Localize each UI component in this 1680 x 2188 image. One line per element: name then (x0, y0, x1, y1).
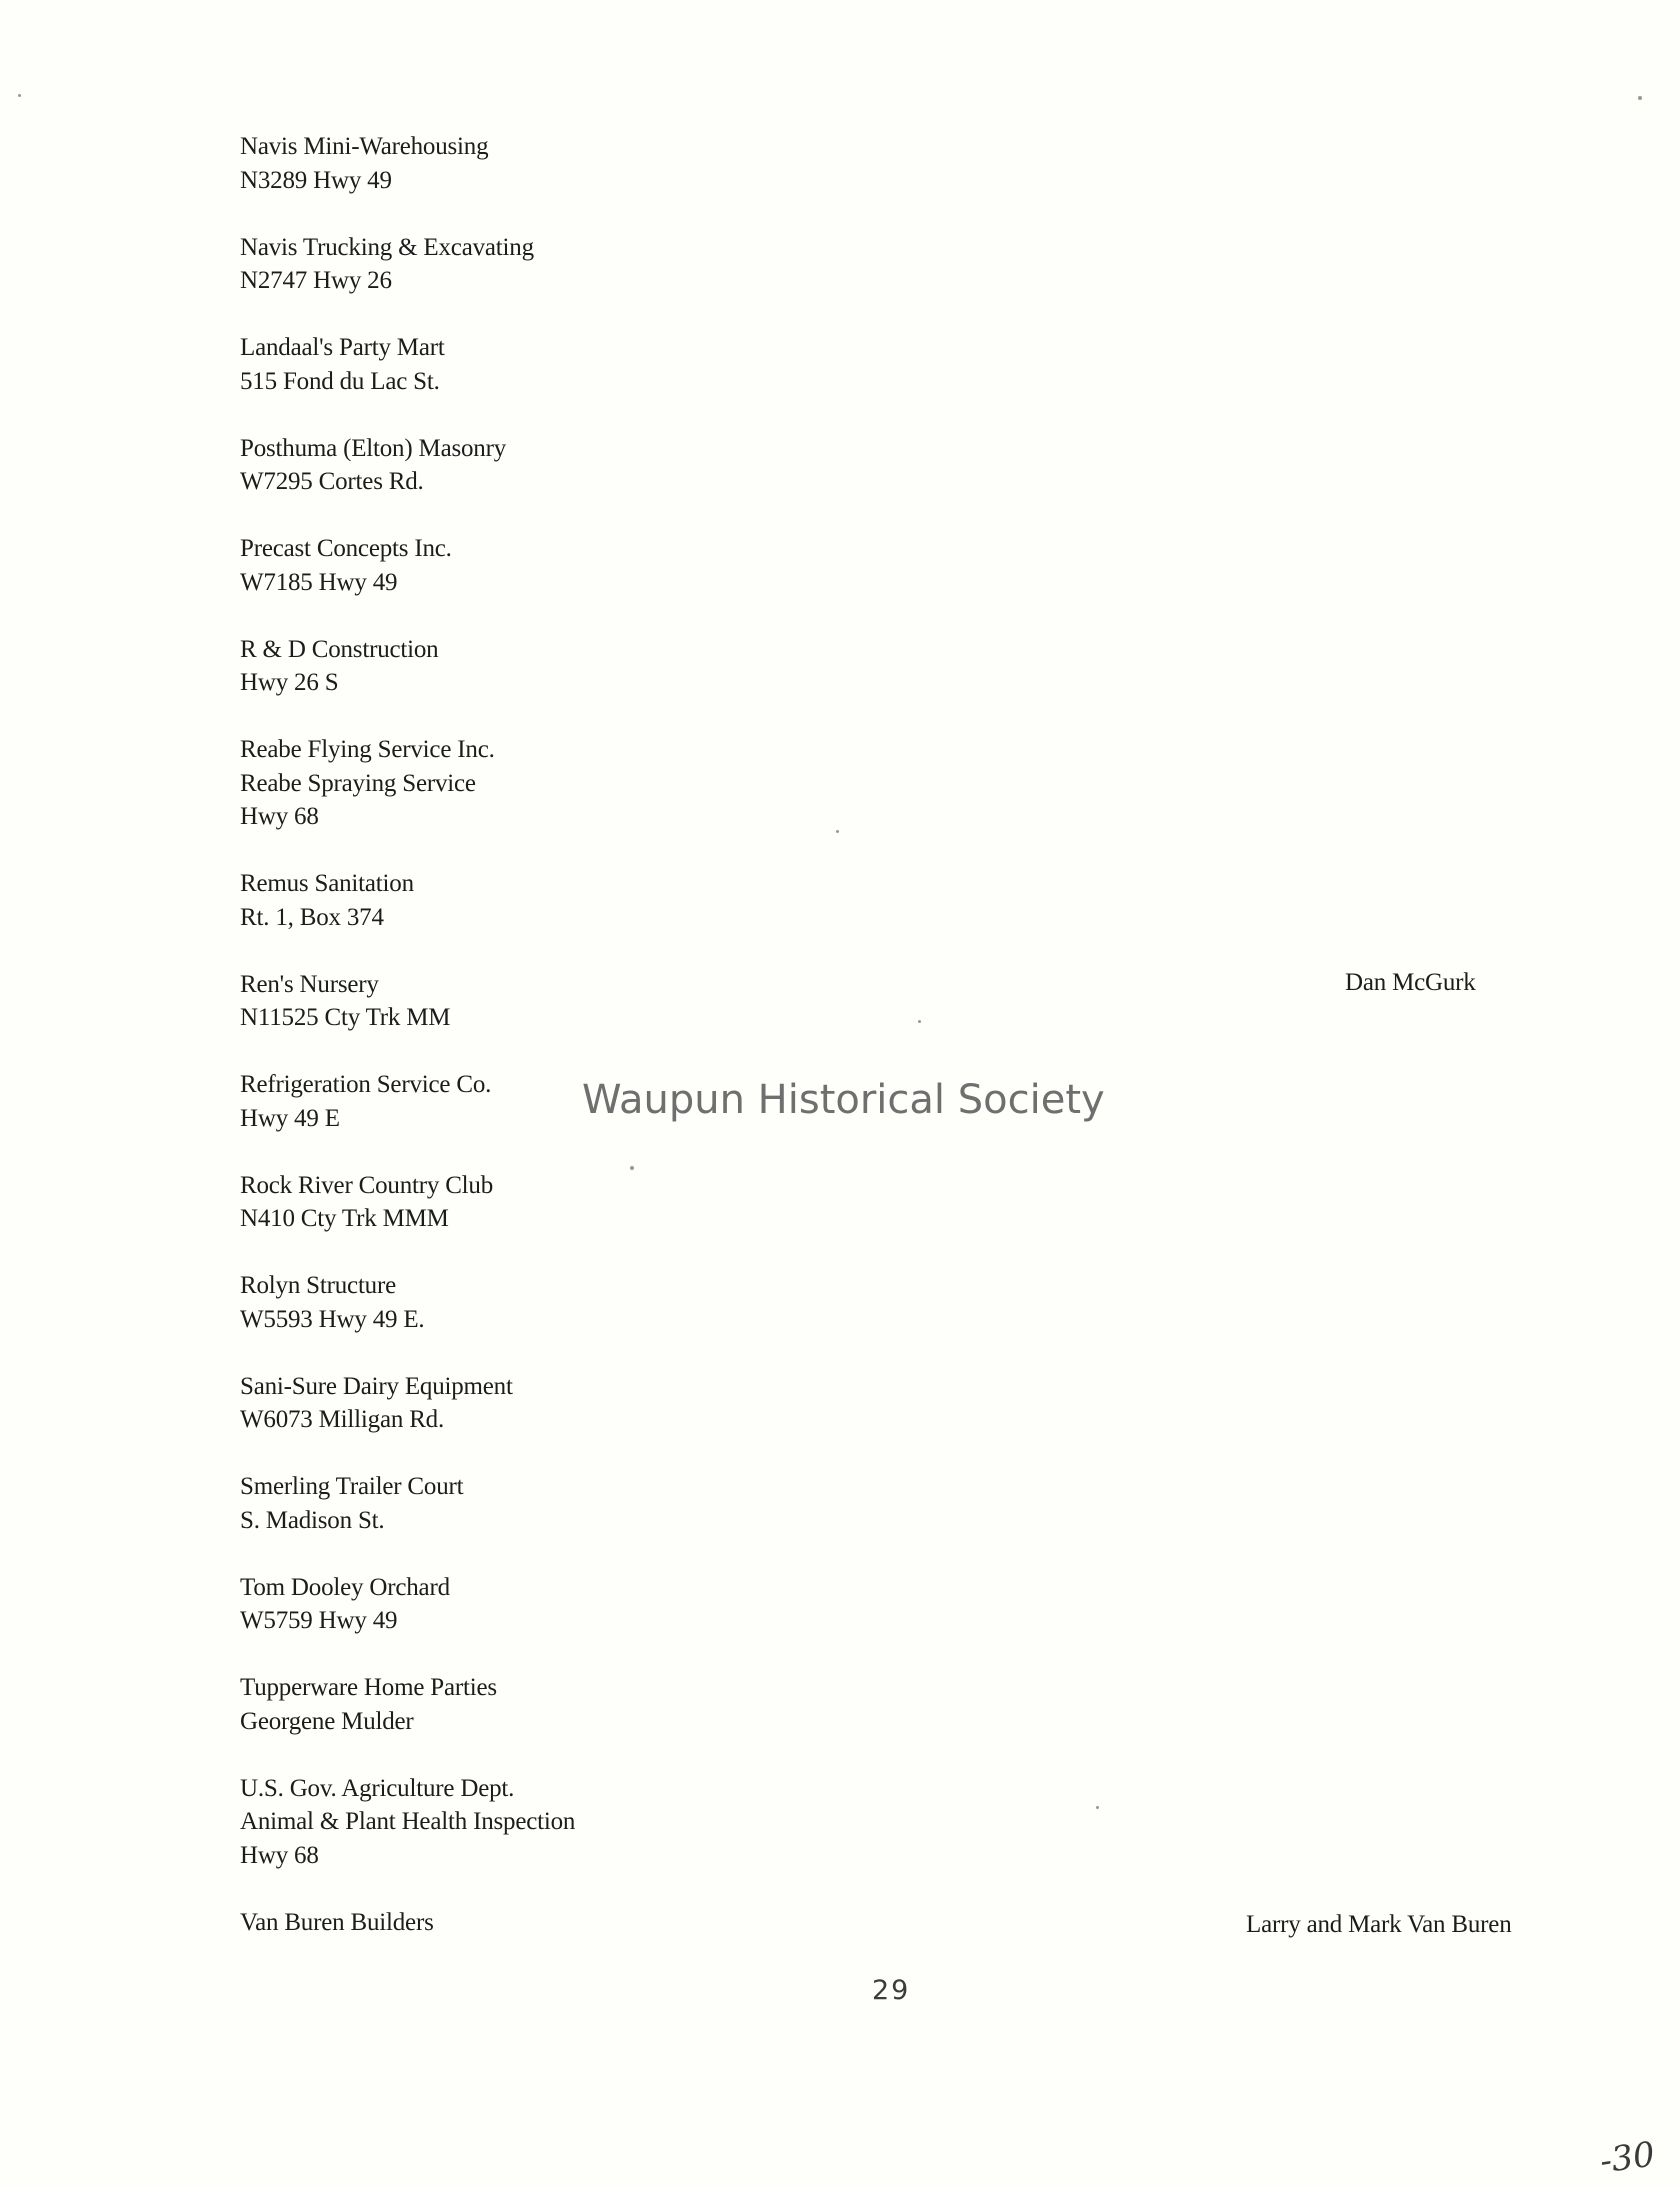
business-name: Landaal's Party Mart (240, 334, 445, 361)
business-name-secondary: Reabe Spraying Service (240, 769, 476, 797)
business-entry (240, 331, 700, 398)
business-name: Sani-Sure Dairy Equipment (240, 1372, 513, 1400)
business-entry (240, 1169, 700, 1236)
business-entry (240, 1671, 700, 1738)
scan-speck (918, 1020, 921, 1023)
watermark: Waupun Historical Society (582, 1077, 1105, 1123)
business-name: Posthuma (Elton) Masonry (240, 434, 507, 462)
business-address: W5759 Hwy 49 (240, 1607, 398, 1634)
business-entry (240, 1269, 700, 1336)
business-address: Hwy 68 (240, 803, 319, 830)
handwritten-page-mark: -30 (1597, 2134, 1658, 2182)
business-entry (240, 1571, 700, 1638)
business-name: Refrigeration Service Co. (240, 1071, 492, 1098)
scan-speck (1096, 1806, 1099, 1809)
business-name: Navis Trucking & Excavating (240, 233, 534, 261)
business-name: Tupperware Home Parties (240, 1674, 497, 1701)
business-address: N410 Cty Trk MMM (240, 1205, 449, 1232)
business-name: Navis Mini-Warehousing (240, 133, 489, 160)
business-entry (240, 733, 700, 834)
business-address: N11525 Cty Trk MM (240, 1004, 451, 1031)
business-name: Rolyn Structure (240, 1272, 397, 1299)
business-address: Hwy 49 E (240, 1104, 340, 1132)
business-name: Rock River Country Club (240, 1171, 494, 1199)
business-entry (240, 1470, 700, 1537)
business-listing (240, 130, 700, 1973)
business-address: Hwy 26 S (240, 669, 339, 696)
business-contact: Georgene Mulder (240, 1707, 414, 1735)
business-address: N2747 Hwy 26 (240, 267, 392, 294)
business-entry (240, 432, 700, 499)
business-name: Smerling Trailer Court (240, 1473, 464, 1500)
business-address: W5593 Hwy 49 E. (240, 1305, 425, 1333)
business-entry (240, 130, 700, 197)
business-address: W6073 Milligan Rd. (240, 1406, 445, 1433)
business-address: Hwy 68 (240, 1841, 319, 1869)
scan-speck (1638, 96, 1642, 100)
contact-name-dan-mcgurk: Dan McGurk (1345, 969, 1476, 996)
business-entry (240, 1370, 700, 1437)
business-address: W7295 Cortes Rd. (240, 468, 424, 495)
business-address: S. Madison St. (240, 1506, 385, 1534)
business-name-secondary: Animal & Plant Health Inspection (240, 1808, 576, 1835)
business-address: Rt. 1, Box 374 (240, 903, 384, 931)
business-entry (240, 1772, 700, 1873)
business-name: Reabe Flying Service Inc. (240, 736, 495, 763)
business-entry (240, 968, 700, 1035)
page-number: 29 (872, 1975, 911, 2006)
business-entry (240, 532, 700, 599)
business-entry (240, 1906, 700, 1940)
business-name: Tom Dooley Orchard (240, 1573, 450, 1601)
contact-name-van-buren: Larry and Mark Van Buren (1246, 1911, 1512, 1938)
business-name: Ren's Nursery (240, 970, 379, 998)
business-name: Remus Sanitation (240, 870, 414, 897)
business-name: R & D Construction (240, 635, 439, 663)
business-address: N3289 Hwy 49 (240, 166, 392, 194)
business-address: 515 Fond du Lac St. (240, 367, 440, 395)
scan-speck (18, 94, 21, 97)
business-address: W7185 Hwy 49 (240, 568, 398, 596)
business-entry (240, 867, 700, 934)
scan-speck (836, 830, 839, 833)
business-name: Van Buren Builders (240, 1908, 434, 1936)
business-name: Precast Concepts Inc. (240, 535, 452, 562)
business-entry (240, 633, 700, 700)
business-name: U.S. Gov. Agriculture Dept. (240, 1774, 515, 1802)
scan-speck (630, 1166, 634, 1170)
business-entry (240, 231, 700, 298)
